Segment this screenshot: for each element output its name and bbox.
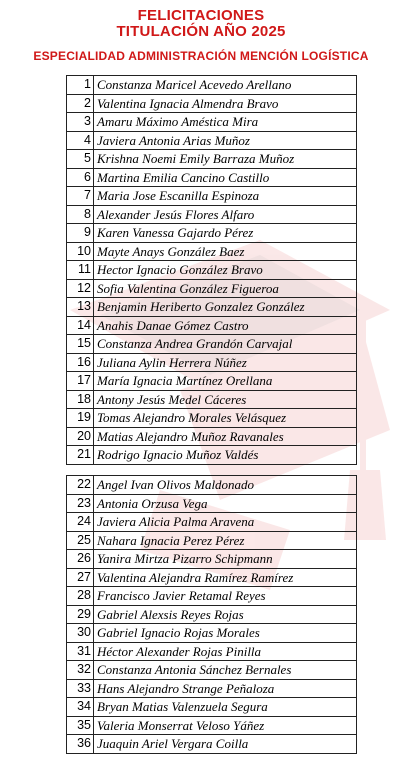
graduate-name: Matias Alejandro Muñoz Ravanales (94, 427, 357, 446)
graduate-name: Yanira Mirtza Pizarro Schipmann (94, 550, 357, 569)
row-number: 22 (67, 476, 94, 495)
table-row (67, 150, 357, 169)
graduate-name: Juliana Aylin Herrera Núñez (94, 353, 357, 372)
graduate-name: Amaru Máximo Améstica Mira (94, 113, 357, 132)
table-row (67, 187, 357, 206)
graduate-name: Karen Vanessa Gajardo Pérez (94, 224, 357, 243)
table-row (67, 698, 357, 717)
row-number: 23 (67, 494, 94, 513)
graduates-table-2 (66, 475, 357, 754)
row-number: 24 (67, 513, 94, 532)
page-title: FELICITACIONES (137, 7, 265, 24)
graduate-name: Benjamin Heriberto Gonzalez González (94, 298, 357, 317)
row-number: 33 (67, 679, 94, 698)
row-number: 7 (67, 187, 94, 206)
row-number: 19 (67, 409, 94, 428)
row-number: 27 (67, 568, 94, 587)
graduate-name: María Ignacia Martínez Orellana (94, 372, 357, 391)
graduate-name: Gabriel Alexsis Reyes Rojas (94, 605, 357, 624)
graduate-name: Constanza Maricel Acevedo Arellano (94, 76, 357, 95)
table-row (67, 316, 357, 335)
row-number: 17 (67, 372, 94, 391)
table-row (67, 427, 357, 446)
graduate-name: Antony Jesús Medel Cáceres (94, 390, 357, 409)
table-row (67, 298, 357, 317)
table-row (67, 624, 357, 643)
table-row (67, 205, 357, 224)
table-row (67, 168, 357, 187)
row-number: 21 (67, 446, 94, 465)
table-row (67, 409, 357, 428)
row-number: 4 (67, 131, 94, 150)
table-row (67, 605, 357, 624)
row-number: 5 (67, 150, 94, 169)
table-row (67, 76, 357, 95)
row-number: 8 (67, 205, 94, 224)
row-number: 14 (67, 316, 94, 335)
graduate-name: Valentina Alejandra Ramírez Ramírez (94, 568, 357, 587)
graduate-name: Valeria Monserrat Veloso Yáñez (94, 716, 357, 735)
graduate-name: Juaquin Ariel Vergara Coilla (94, 735, 357, 754)
graduate-name: Constanza Antonia Sánchez Bernales (94, 661, 357, 680)
row-number: 15 (67, 335, 94, 354)
table-row (67, 494, 357, 513)
row-number: 13 (67, 298, 94, 317)
row-number: 16 (67, 353, 94, 372)
table-row (67, 587, 357, 606)
table-row (67, 661, 357, 680)
table-row (67, 242, 357, 261)
table-row (67, 113, 357, 132)
row-number: 1 (67, 76, 94, 95)
graduate-name: Hans Alejandro Strange Peñaloza (94, 679, 357, 698)
table-row (67, 372, 357, 391)
table-row (67, 513, 357, 532)
graduate-name: Gabriel Ignacio Rojas Morales (94, 624, 357, 643)
table-row (67, 224, 357, 243)
graduate-name: Antonia Orzusa Vega (94, 494, 357, 513)
row-number: 31 (67, 642, 94, 661)
graduate-name: Bryan Matias Valenzuela Segura (94, 698, 357, 717)
graduate-name: Tomas Alejandro Morales Velásquez (94, 409, 357, 428)
row-number: 34 (67, 698, 94, 717)
row-number: 35 (67, 716, 94, 735)
graduate-name: Angel Ivan Olivos Maldonado (94, 476, 357, 495)
table-row (67, 446, 357, 465)
row-number: 9 (67, 224, 94, 243)
table-row (67, 390, 357, 409)
table-row (67, 476, 357, 495)
table-row (67, 679, 357, 698)
row-number: 36 (67, 735, 94, 754)
row-number: 30 (67, 624, 94, 643)
table-row (67, 335, 357, 354)
row-number: 3 (67, 113, 94, 132)
table-row (67, 353, 357, 372)
table-row (67, 261, 357, 280)
graduate-name: Mayte Anays González Baez (94, 242, 357, 261)
row-number: 18 (67, 390, 94, 409)
row-number: 2 (67, 94, 94, 113)
row-number: 6 (67, 168, 94, 187)
table-row (67, 94, 357, 113)
table-row (67, 716, 357, 735)
graduate-name: Alexander Jesús Flores Alfaro (94, 205, 357, 224)
graduate-name: Javiera Antonia Arias Muñoz (94, 131, 357, 150)
graduate-name: Hector Ignacio González Bravo (94, 261, 357, 280)
row-number: 20 (67, 427, 94, 446)
table-row (67, 279, 357, 298)
table-row (67, 568, 357, 587)
table-row (67, 550, 357, 569)
graduate-name: Valentina Ignacia Almendra Bravo (94, 94, 357, 113)
graduate-name: Anahis Danae Gómez Castro (94, 316, 357, 335)
graduate-name: Sofia Valentina González Figueroa (94, 279, 357, 298)
row-number: 12 (67, 279, 94, 298)
table-row (67, 642, 357, 661)
graduate-name: Francisco Javier Retamal Reyes (94, 587, 357, 606)
graduate-name: Nahara Ignacia Perez Pérez (94, 531, 357, 550)
graduate-name: Constanza Andrea Grandón Carvajal (94, 335, 357, 354)
row-number: 26 (67, 550, 94, 569)
graduate-name: Maria Jose Escanilla Espinoza (94, 187, 357, 206)
page-header (0, 8, 402, 63)
table-row (67, 131, 357, 150)
graduate-name: Héctor Alexander Rojas Pinilla (94, 642, 357, 661)
graduate-name: Javiera Alicia Palma Aravena (94, 513, 357, 532)
table-row (67, 735, 357, 754)
graduate-name: Rodrigo Ignacio Muñoz Valdés (94, 446, 357, 465)
page-subtitle: ESPECIALIDAD ADMINISTRACIÓN MENCIÓN LOGÍSTICA (33, 49, 369, 63)
row-number: 28 (67, 587, 94, 606)
graduates-table-1 (66, 75, 357, 465)
graduate-name: Krishna Noemi Emily Barraza Muñoz (94, 150, 357, 169)
row-number: 32 (67, 661, 94, 680)
page-title-year: TITULACIÓN AÑO 2025 (116, 23, 286, 40)
row-number: 10 (67, 242, 94, 261)
row-number: 11 (67, 261, 94, 280)
graduate-name: Martina Emilia Cancino Castillo (94, 168, 357, 187)
row-number: 29 (67, 605, 94, 624)
table-row (67, 531, 357, 550)
row-number: 25 (67, 531, 94, 550)
